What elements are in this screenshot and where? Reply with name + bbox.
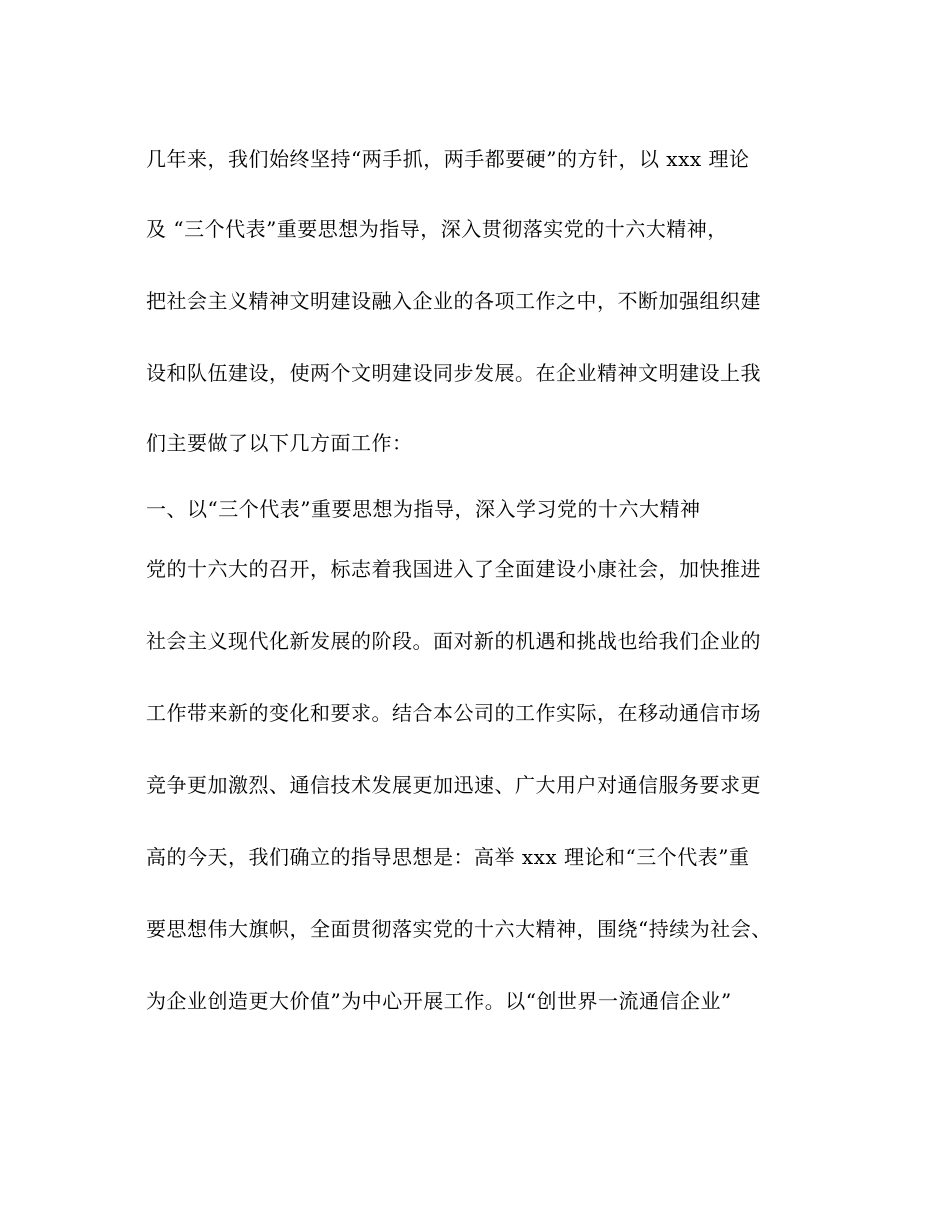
section-heading-1: 一、以“三个代表”重要思想为指导，深入学习党的十六大精神 [146,497,701,521]
body-text-line-7: 社会主义现代化新发展的阶段。面对新的机遇和挑战也给我们企业的 [146,629,761,653]
body-text-line-11: 要思想伟大旗帜，全面贯彻落实党的十六大精神，围绕“持续为社会、 [146,917,772,941]
body-text-line-2: 及 “三个代表”重要思想为指导，深入贯彻落实党的十六大精神， [146,217,728,241]
body-text-line-4: 设和队伍建设，使两个文明建设同步发展。在企业精神文明建设上我 [146,361,761,385]
body-text-line-10: 高的今天，我们确立的指导思想是：高举 xxx 理论和“三个代表”重 [146,845,750,869]
body-text-line-3: 把社会主义精神文明建设融入企业的各项工作之中，不断加强组织建 [146,289,761,313]
body-text-line-8: 工作带来新的变化和要求。结合本公司的工作实际，在移动通信市场 [146,701,761,725]
body-text-line-6: 党的十六大的召开，标志着我国进入了全面建设小康社会，加快推进 [146,557,761,581]
body-text-line-9: 竞争更加激烈、通信技术发展更加迅速、广大用户对通信服务要求更 [146,773,761,797]
body-text-line-5: 们主要做了以下几方面工作： [146,431,413,455]
body-text-line-1: 几年来，我们始终坚持“两手抓，两手都要硬”的方针，以 xxx 理论 [146,147,750,171]
body-text-line-12: 为企业创造更大价值”为中心开展工作。以“创世界一流通信企业” [146,989,732,1013]
